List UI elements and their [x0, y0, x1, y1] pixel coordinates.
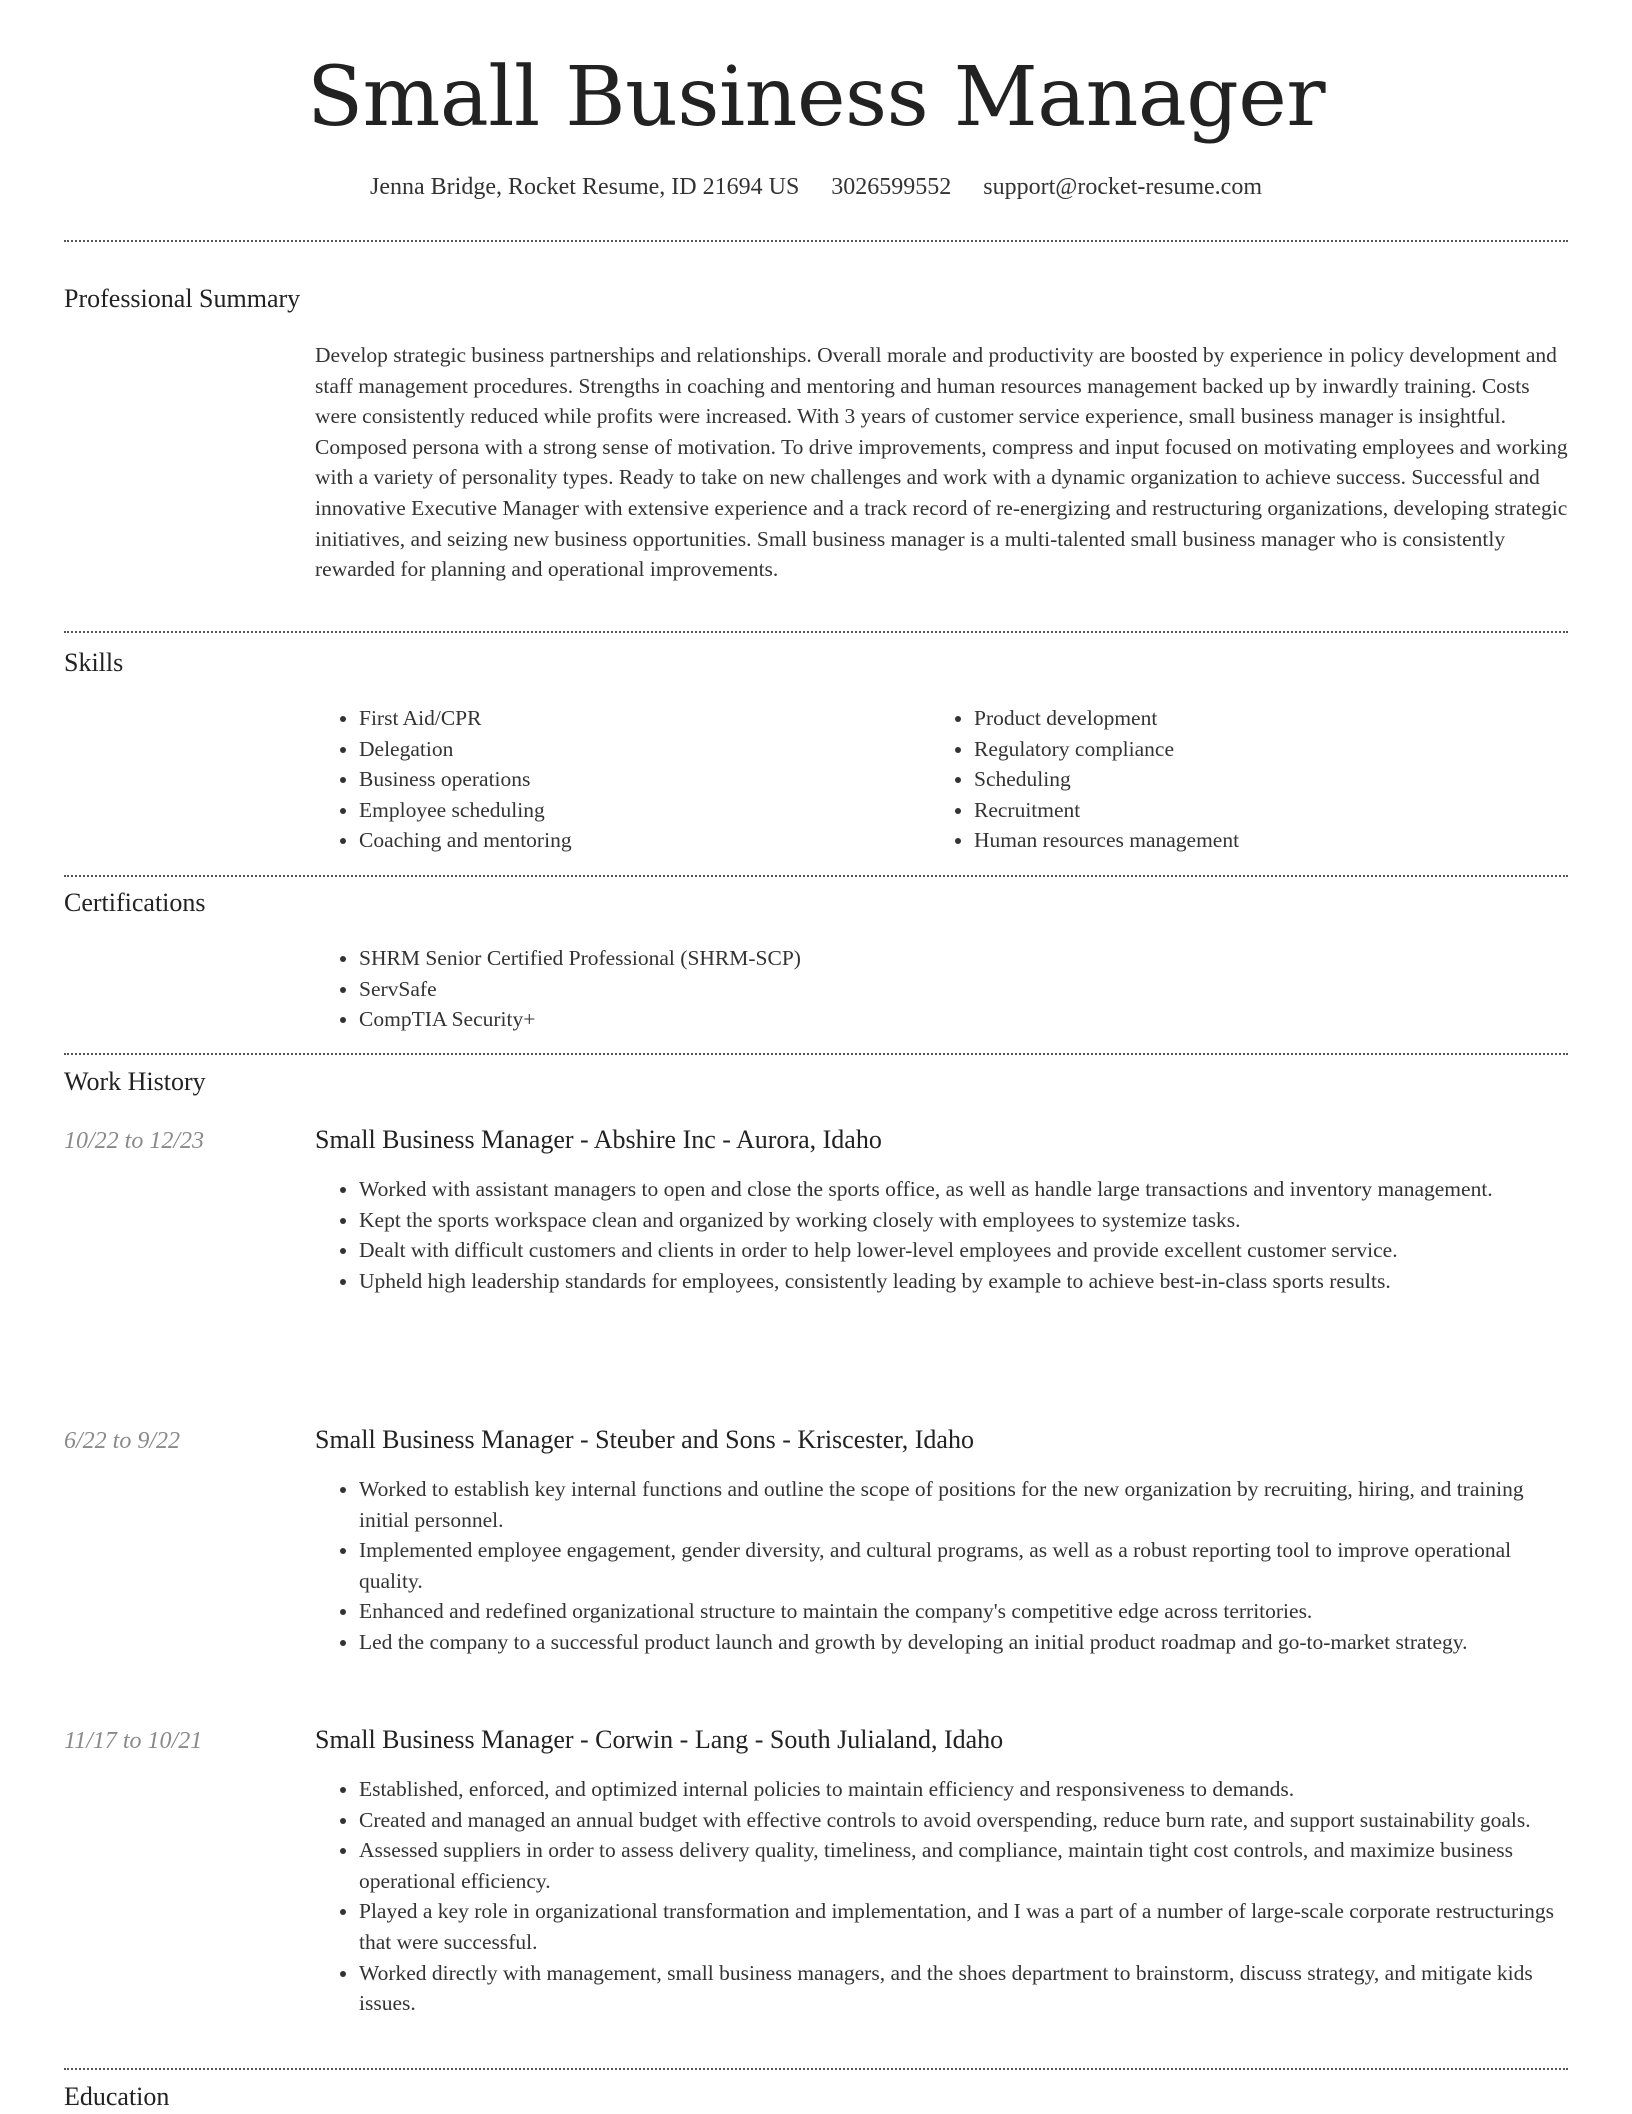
- contact-address: Jenna Bridge, Rocket Resume, ID 21694 US: [370, 174, 800, 200]
- resume-title: Small Business Manager: [306, 50, 1326, 145]
- contact-phone: 3026599552: [831, 174, 952, 200]
- skill-item: • Regulatory compliance: [974, 734, 1490, 765]
- job-bullet: • Worked directly with management, small business managers, and the shoes department to brainstorm, discuss strategy, and mitigate kids issues.: [359, 1958, 1570, 2019]
- divider: [64, 631, 1568, 633]
- job-bullet: • Worked with assistant managers to open and close the sports office, as well as handle large transactions and inventory management.: [359, 1174, 1570, 1205]
- job-bullet: • Enhanced and redefined organizational structure to maintain the company's competitive edge across territories.: [359, 1596, 1570, 1627]
- skill-item: • Delegation: [359, 734, 875, 765]
- section-title-certifications: Certifications: [64, 888, 206, 917]
- job-bullet: • Worked to establish key internal functions and outline the scope of positions for the new organization by recruiting, hiring, and training initial personnel.: [359, 1474, 1570, 1535]
- job-bullet: • Led the company to a successful product launch and growth by developing an initial product roadmap and go-to-market strategy.: [359, 1627, 1570, 1658]
- section-title-education: Education: [64, 2082, 170, 2111]
- job-bullet: • Upheld high leadership standards for employees, consistently leading by example to achieve best-in-class sports results.: [359, 1266, 1570, 1297]
- job-bullets: [315, 1774, 1570, 2019]
- divider: [64, 240, 1568, 242]
- job-bullet: • Played a key role in organizational transformation and implementation, and I was a part of a number of large-scale corporate restructurings that were successful.: [359, 1896, 1570, 1957]
- skill-item: • Scheduling: [974, 764, 1490, 795]
- certification-item: • CompTIA Security+: [359, 1004, 1315, 1035]
- job-dates: 11/17 to 10/21: [64, 1728, 203, 1754]
- skill-item: • Business operations: [359, 764, 875, 795]
- section-title-summary: Professional Summary: [64, 284, 301, 313]
- skill-item: • Recruitment: [974, 795, 1490, 826]
- job-bullet: • Implemented employee engagement, gender diversity, and cultural programs, as well as a robust reporting tool to improve operational quality.: [359, 1535, 1570, 1596]
- skill-item: • Employee scheduling: [359, 795, 875, 826]
- skills-column-1: [315, 703, 875, 856]
- contact-email[interactable]: support@rocket-resume.com: [983, 174, 1262, 200]
- job-bullet: • Dealt with difficult customers and clients in order to help lower-level employees and provide excellent customer service.: [359, 1235, 1570, 1266]
- section-title-skills: Skills: [64, 648, 124, 677]
- divider: [64, 2068, 1568, 2070]
- certification-item: • ServSafe: [359, 974, 1315, 1005]
- section-title-work-history: Work History: [64, 1067, 206, 1096]
- job-title: Small Business Manager - Corwin - Lang - South Julialand, Idaho: [315, 1725, 1004, 1754]
- job-dates: 6/22 to 9/22: [64, 1428, 181, 1454]
- job-bullet: • Established, enforced, and optimized internal policies to maintain efficiency and responsiveness to demands.: [359, 1774, 1570, 1805]
- summary-text: Develop strategic business partnerships and relationships. Overall morale and productivity are boosted by experience in policy development and staff management procedures. Strengths in coaching and mentoring and human resources management backed up by inwardly training. Costs were consistently reduced while profits were increased. With 3 years of customer service experience, small business manager is insightful. Composed persona with a strong sense of motivation. To drive improvements, compress and input focused on motivating employees and working with a variety of personality types. Ready to take on new challenges and work with a dynamic organization to achieve success. Successful and innovative Executive Manager with extensive experience and a track record of re-energizing and restructuring organizations, developing strategic initiatives, and seizing new business opportunities. Small business manager is a multi-talented small business manager who is consistently rewarded for planning and operational improvements.: [315, 343, 1568, 582]
- job-bullets: [315, 1174, 1570, 1296]
- job-bullet: • Created and managed an annual budget with effective controls to avoid overspending, reduce burn rate, and support sustainability goals.: [359, 1805, 1570, 1836]
- job-dates: 10/22 to 12/23: [64, 1128, 205, 1154]
- skills-column-2: [930, 703, 1490, 856]
- job-title: Small Business Manager - Steuber and Sons - Kriscester, Idaho: [315, 1425, 974, 1454]
- skill-item: • Human resources management: [974, 825, 1490, 856]
- job-bullets: [315, 1474, 1570, 1658]
- skill-item: • Coaching and mentoring: [359, 825, 875, 856]
- job-title: Small Business Manager - Abshire Inc - Aurora, Idaho: [315, 1125, 882, 1154]
- skill-item: • Product development: [974, 703, 1490, 734]
- job-bullet: • Kept the sports workspace clean and organized by working closely with employees to systemize tasks.: [359, 1205, 1570, 1236]
- contact-line: [0, 170, 1632, 204]
- skill-item: • First Aid/CPR: [359, 703, 875, 734]
- certification-item: • SHRM Senior Certified Professional (SHRM-SCP): [359, 943, 1315, 974]
- divider: [64, 1053, 1568, 1055]
- certifications-list: [315, 943, 1315, 1035]
- divider: [64, 875, 1568, 877]
- job-bullet: • Assessed suppliers in order to assess delivery quality, timeliness, and compliance, maintain tight cost controls, and maximize business operational efficiency.: [359, 1835, 1570, 1896]
- summary-block: [315, 340, 1570, 585]
